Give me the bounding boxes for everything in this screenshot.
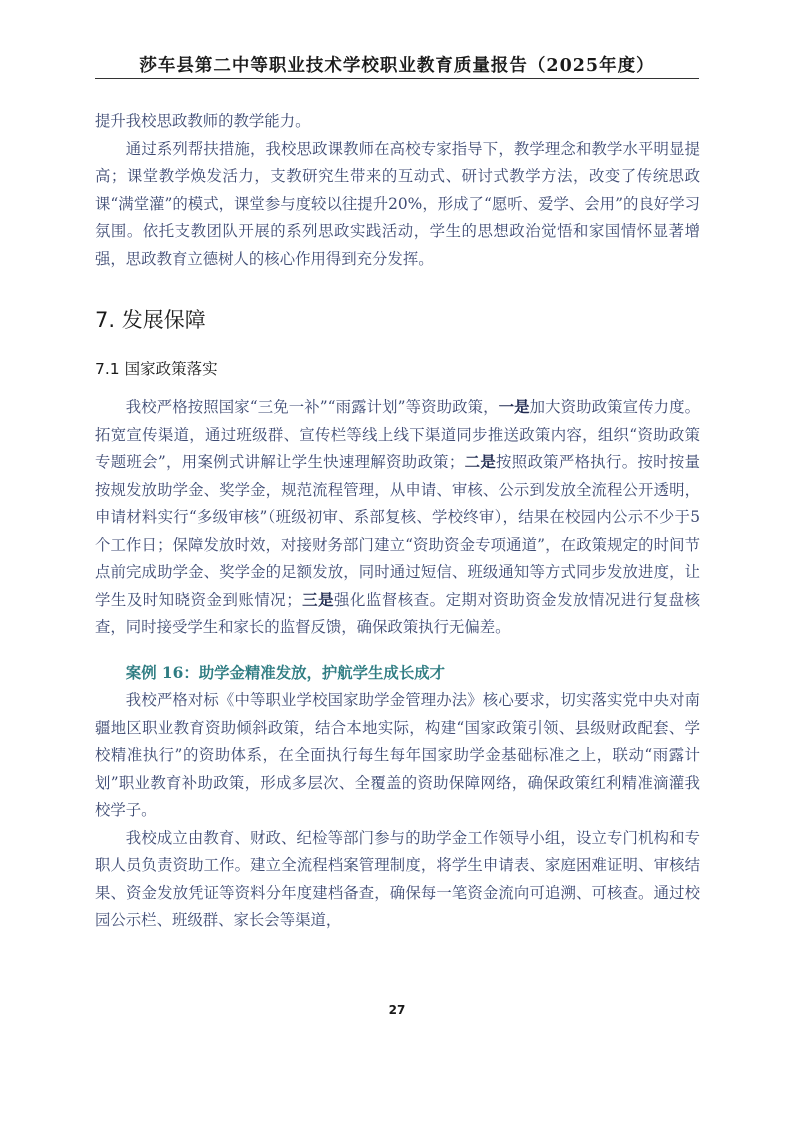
text-run: 强化监督核查。定期对资助资金发放情况进行复盘核查，同时接受学生和家长的监督反馈，确保政策执行无偏差。 (95, 590, 700, 636)
section-heading-7: 7. 发展保障 (95, 308, 206, 332)
paragraph: 提升我校思政教师的教学能力。 (95, 112, 311, 130)
text-run: 加大资助政策宣传力度。拓宽宣传渠道，通过班级群、宣传栏等线上线下渠道同步推送政策内容，组织“资助政策专题班会”，用案例式讲解让学生快速理解资助政策； (95, 398, 700, 471)
emphasis-first: 一是 (498, 398, 530, 416)
case-title: 案例 16：助学金精准发放，护航学生成长成才 (125, 663, 445, 682)
emphasis-second: 二是 (464, 453, 497, 471)
paragraph: 我校成立由教育、财政、纪检等部门参与的助学金工作领导小组，设立专门机构和专职人员负责资助工作。建立全流程档案管理制度，将学生申请表、家庭困难证明、审核结果、资金发放凭证等资料分年度建档备查，确保每一笔资金流向可追溯、可核查。通过校园公示栏、班级群、家长会等渠道， (95, 828, 700, 929)
paragraph: 我校严格对标《中等职业学校国家助学金管理办法》核心要求，切实落实党中央对南疆地区职业教育资助倾斜政策，结合本地实际，构建“国家政策引领、县级财政配套、学校精准执行”的资助体系，在全面执行每生每年国家助学金基础标准之上，联动“雨露计划”职业教育补助政策，形成多层次、全覆盖的资助保障网络，确保政策红利精准滴灌我校学子。 (95, 691, 700, 819)
header-divider (95, 78, 699, 79)
subsection-heading-7-1: 7.1 国家政策落实 (95, 360, 218, 378)
paragraph: 通过系列帮扶措施，我校思政课教师在高校专家指导下，教学理念和教学水平明显提高；课堂教学焕发活力，支教研究生带来的互动式、研讨式教学方法，改变了传统思政课“满堂灌”的模式，课堂参与度较以往提升20%，形成了“愿听、爱学、会用”的良好学习氛围。依托支教团队开展的系列思政实践活动，学生的思想政治觉悟和家国情怀显著增强，思政教育立德树人的核心作用得到充分发挥。 (95, 139, 700, 268)
page-number: 27 (388, 1003, 406, 1017)
emphasis-third: 三是 (301, 590, 335, 609)
paragraph-policy (95, 394, 700, 642)
page-body (95, 108, 700, 935)
text-run: 我校严格按照国家“三免一补”“雨露计划”等资助政策， (125, 398, 499, 416)
page-header-title: 莎车县第二中等职业技术学校职业教育质量报告（2025年度） (139, 56, 655, 76)
text-run: 按照政策严格执行。按时按量按规发放助学金、奖学金，规范流程管理，从申请、审核、公示到发放全流程公开透明，申请材料实行“多级审核”（班级初审、系部复核、学校终审），结果在校园内公示不少于5个工作日；保障发放时效，对接财务部门建立“资助资金专项通道”，在政策规定的时间节点前完成助学金、奖学金的足额发放，同时通过短信、班级通知等方式同步发放进度，让学生及时知晓资金到账情况； (95, 453, 700, 609)
